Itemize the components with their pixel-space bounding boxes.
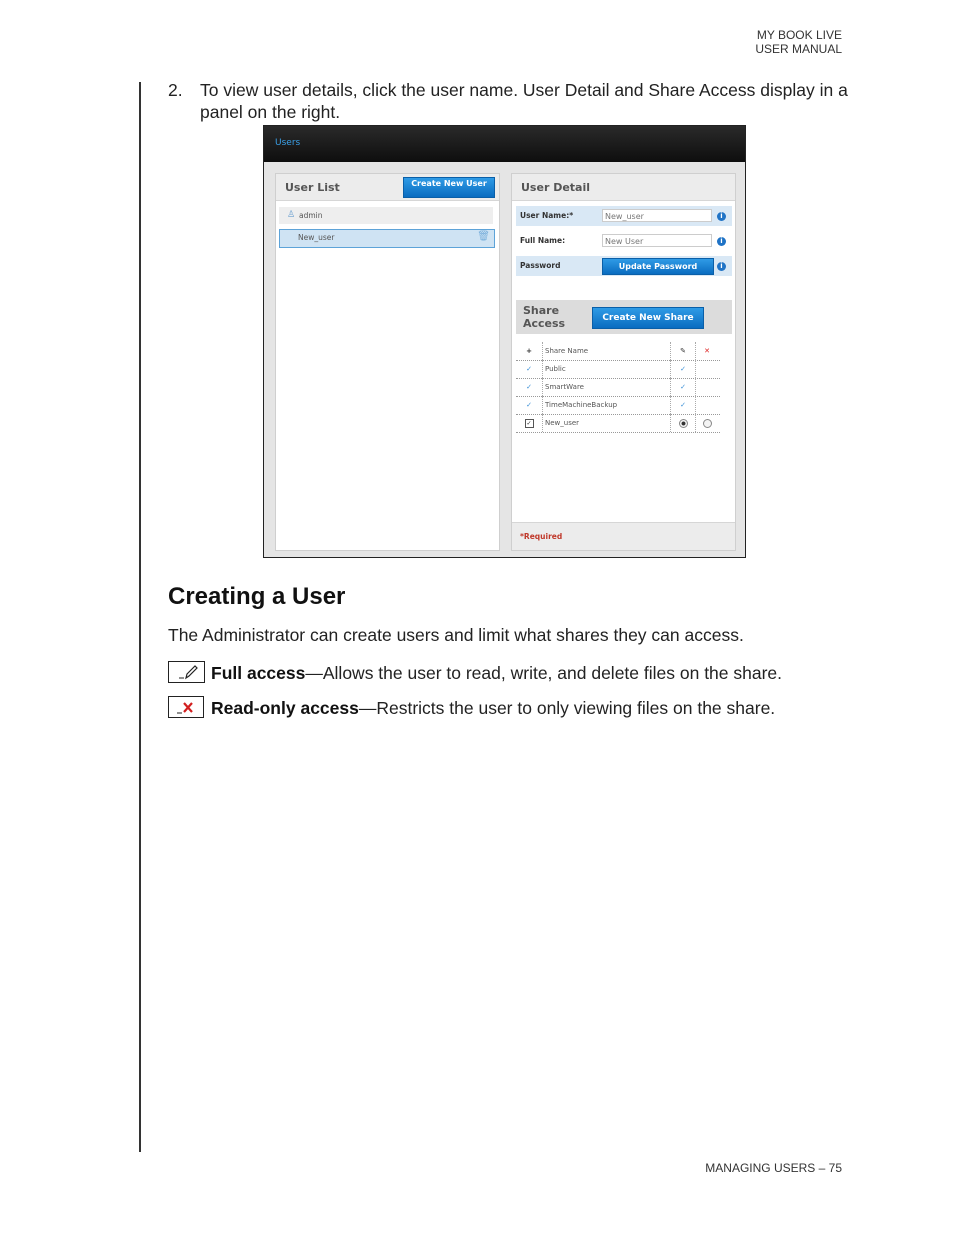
full-access-text bbox=[211, 663, 782, 684]
user-list-panel bbox=[275, 173, 500, 551]
user-list-title: User List bbox=[285, 181, 340, 194]
user-icon: ♙ bbox=[287, 210, 296, 220]
share-row-new-user bbox=[516, 414, 720, 433]
check-icon: ✓ bbox=[516, 378, 543, 396]
check-icon: ✓ bbox=[670, 360, 696, 378]
detail-footer bbox=[512, 522, 735, 550]
password-row bbox=[516, 256, 732, 276]
radio-cell bbox=[670, 414, 696, 432]
share-name: Public bbox=[545, 365, 566, 373]
username-field[interactable]: New_user bbox=[602, 209, 712, 222]
fullname-label: Full Name: bbox=[520, 236, 566, 245]
app-topbar bbox=[264, 126, 745, 162]
header-line-2: USER MANUAL bbox=[755, 42, 842, 56]
plus-icon[interactable]: + bbox=[516, 342, 543, 360]
username-label-text: User Name:* bbox=[520, 211, 574, 220]
share-name-header: Share Name bbox=[545, 347, 589, 355]
user-row-admin[interactable] bbox=[279, 207, 493, 224]
create-new-share-button[interactable]: Create New Share bbox=[592, 307, 704, 329]
update-password-button[interactable]: Update Password bbox=[602, 258, 714, 275]
share-access-title-2: Access bbox=[523, 317, 566, 330]
share-row-smartware bbox=[516, 378, 720, 397]
page-footer bbox=[705, 1161, 842, 1175]
pencil-icon bbox=[169, 662, 204, 682]
fullname-row bbox=[516, 231, 732, 251]
close-x-icon: ✕ bbox=[704, 347, 710, 355]
user-name: admin bbox=[299, 211, 323, 220]
share-access-header bbox=[516, 300, 732, 334]
section-intro: The Administrator can create users and limit what shares they can access. bbox=[168, 625, 744, 645]
footer-label: MANAGING USERS bbox=[705, 1161, 816, 1175]
create-new-user-button[interactable]: Create New User bbox=[403, 177, 495, 198]
trash-icon[interactable]: 🗑 bbox=[477, 231, 490, 242]
share-row-public bbox=[516, 360, 720, 379]
info-icon[interactable]: i bbox=[717, 262, 726, 271]
empty-cell bbox=[695, 396, 719, 414]
read-only-icon-box bbox=[168, 696, 204, 718]
share-name: New_user bbox=[545, 419, 580, 427]
checkbox-cell bbox=[516, 414, 543, 432]
red-x-icon bbox=[169, 697, 203, 717]
required-note: *Required bbox=[520, 532, 563, 541]
users-screenshot bbox=[263, 125, 746, 558]
share-access-title bbox=[523, 304, 565, 330]
user-row-new-user[interactable] bbox=[279, 229, 495, 248]
share-access-title-1: Share bbox=[523, 304, 560, 317]
user-detail-header bbox=[512, 174, 735, 201]
empty-cell bbox=[695, 378, 719, 396]
password-label: Password bbox=[520, 261, 561, 270]
radio-cell bbox=[695, 414, 719, 432]
margin-rule bbox=[139, 82, 141, 1152]
section-title: Creating a User bbox=[168, 583, 346, 610]
app-title: Users bbox=[275, 138, 301, 148]
username-label bbox=[520, 211, 573, 220]
page-number: – 75 bbox=[818, 1161, 842, 1175]
share-table-header bbox=[516, 342, 720, 361]
share-row-timemachine bbox=[516, 396, 720, 415]
check-icon: ✓ bbox=[670, 378, 696, 396]
running-header bbox=[755, 28, 842, 56]
step-text: To view user details, click the user name. User Detail and Share Access display in a panel on the right. bbox=[200, 80, 848, 122]
full-access-icon-box bbox=[168, 661, 205, 683]
read-only-desc: —Restricts the user to only viewing files on the share. bbox=[358, 698, 776, 718]
share-name: SmartWare bbox=[545, 383, 584, 391]
username-row bbox=[516, 206, 732, 226]
check-icon: ✓ bbox=[516, 396, 543, 414]
full-access-term: Full access bbox=[211, 663, 306, 683]
full-access-desc: —Allows the user to read, write, and delete files on the share. bbox=[305, 663, 783, 683]
read-only-radio[interactable] bbox=[703, 419, 712, 428]
step-number: 2. bbox=[168, 80, 183, 100]
check-icon: ✓ bbox=[670, 396, 696, 414]
fullname-field[interactable]: New User bbox=[602, 234, 712, 247]
user-detail-panel bbox=[511, 173, 736, 551]
user-detail-title: User Detail bbox=[521, 181, 591, 194]
checkbox[interactable]: ✓ bbox=[526, 419, 532, 427]
pencil-icon: ✎ bbox=[670, 342, 696, 360]
share-name: TimeMachineBackup bbox=[545, 401, 618, 409]
user-list-header bbox=[276, 174, 499, 201]
empty-cell bbox=[695, 360, 719, 378]
check-icon: ✓ bbox=[516, 360, 543, 378]
read-only-text bbox=[211, 698, 775, 719]
user-name: New_user bbox=[298, 233, 335, 242]
info-icon[interactable]: i bbox=[717, 212, 726, 221]
step-2 bbox=[168, 79, 848, 123]
info-icon[interactable]: i bbox=[717, 237, 726, 246]
full-access-radio[interactable] bbox=[679, 419, 688, 428]
header-line-1: MY BOOK LIVE bbox=[756, 28, 842, 42]
read-only-term: Read-only access bbox=[211, 698, 359, 718]
